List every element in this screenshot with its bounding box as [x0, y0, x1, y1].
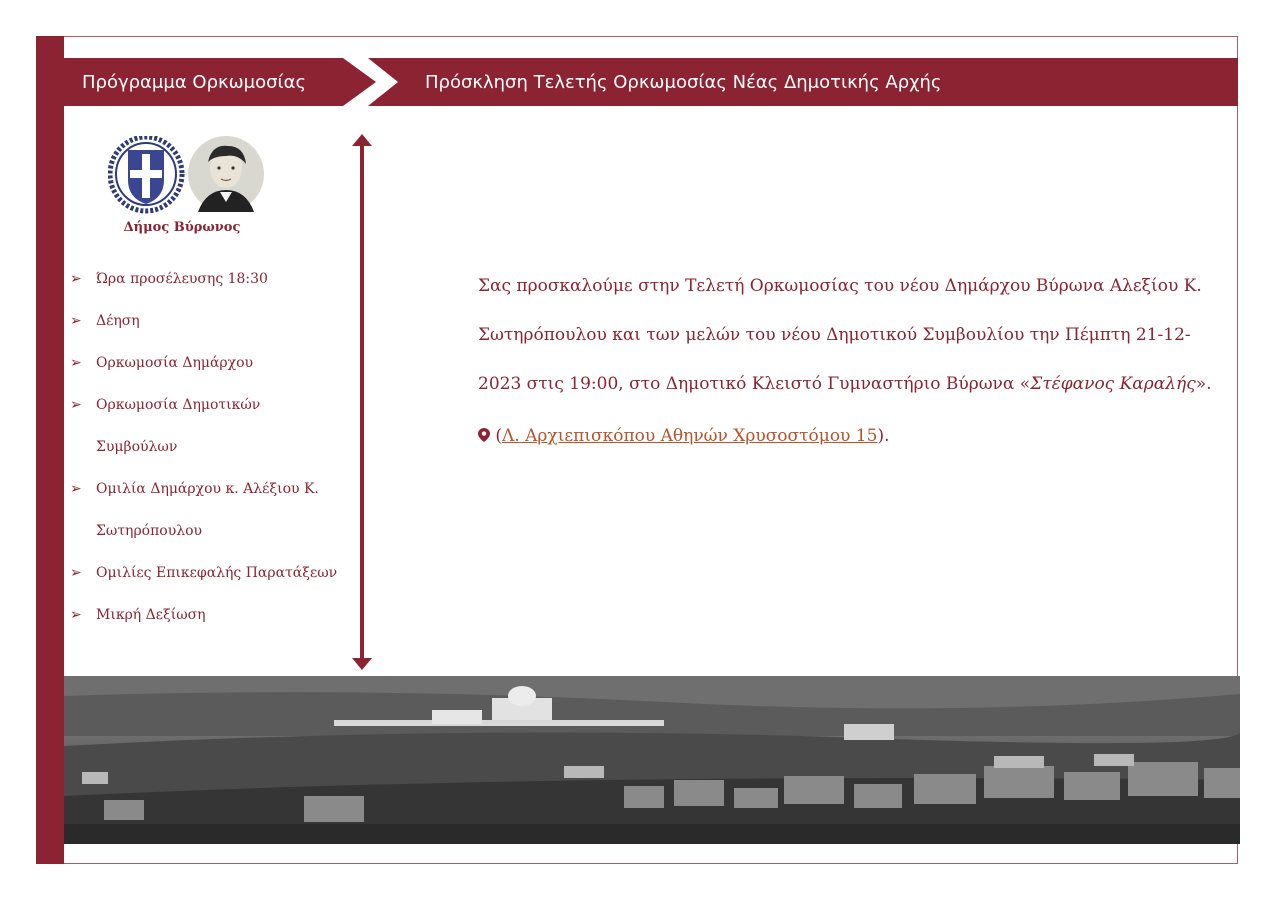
tab-invitation-label[interactable]: Πρόσκληση Τελετής Ορκωμοσίας Νέας Δημοτικής Αρχής: [425, 72, 942, 93]
program-item-mayor-oath: ➢ Ορκωμοσία Δημάρχου: [70, 342, 340, 384]
program-item-prayer: ➢ Δέηση: [70, 300, 340, 342]
greek-emblem-logo: [108, 136, 268, 216]
program-list: [70, 258, 340, 636]
tab-program-label[interactable]: Πρόγραμμα Ορκωμοσίας: [82, 72, 307, 93]
historic-photo-banner: [64, 676, 1240, 844]
arrow-right-icon: ➢: [70, 565, 82, 581]
org-name: Δήμος Βύρωνος: [123, 220, 241, 235]
program-item-mayor-speech-cont: Σωτηρόπουλου: [96, 523, 203, 539]
venue-name: Στέφανος Καραλής: [1030, 374, 1196, 394]
arrow-right-icon: ➢: [70, 271, 82, 287]
program-item-arrival: ➢ Ώρα προσέλευσης 18:30: [70, 258, 340, 300]
program-item-reception: ➢ Μικρή Δεξίωση: [70, 594, 340, 636]
program-item-council-oath-cont: Συμβούλων: [96, 439, 178, 455]
left-accent-strip: [36, 36, 64, 864]
map-pin-icon: [478, 428, 490, 442]
address-line: (Λ. Αρχιεπισκόπου Αθηνών Χρυσοστόμου 15).: [478, 418, 889, 454]
program-item-mayor-speech: ➢ Ομιλία Δημάρχου κ. Αλέξιου Κ.: [70, 468, 340, 510]
arrow-right-icon: ➢: [70, 313, 82, 329]
program-item-faction-speeches: ➢ Ομιλίες Επικεφαλής Παρατάξεων: [70, 552, 340, 594]
arrow-right-icon: ➢: [70, 607, 82, 623]
vertical-double-arrow-divider: [350, 134, 374, 670]
arrow-right-icon: ➢: [70, 355, 82, 371]
arrow-right-icon: ➢: [70, 397, 82, 413]
arrow-right-icon: ➢: [70, 481, 82, 497]
program-item-council-oath: ➢ Ορκωμοσία Δημοτικών: [70, 384, 340, 426]
invitation-text: Σας προσκαλούμε στην Τελετή Ορκωμοσίας του νέου Δημάρχου Βύρωνα Αλεξίου Κ. Σωτηρόπουλου και των μελών του νέου Δημοτικού Συμβουλίου την Πέμπτη 21-12-2023 στις 19:00, στο Δημοτικό Κλειστό Γυμναστήριο Βύρωνα «Στέφανος Καραλής».: [478, 276, 1212, 394]
address-link[interactable]: Λ. Αρχιεπισκόπου Αθηνών Χρυσοστόμου 15: [502, 426, 878, 446]
logo-group: [108, 136, 268, 216]
